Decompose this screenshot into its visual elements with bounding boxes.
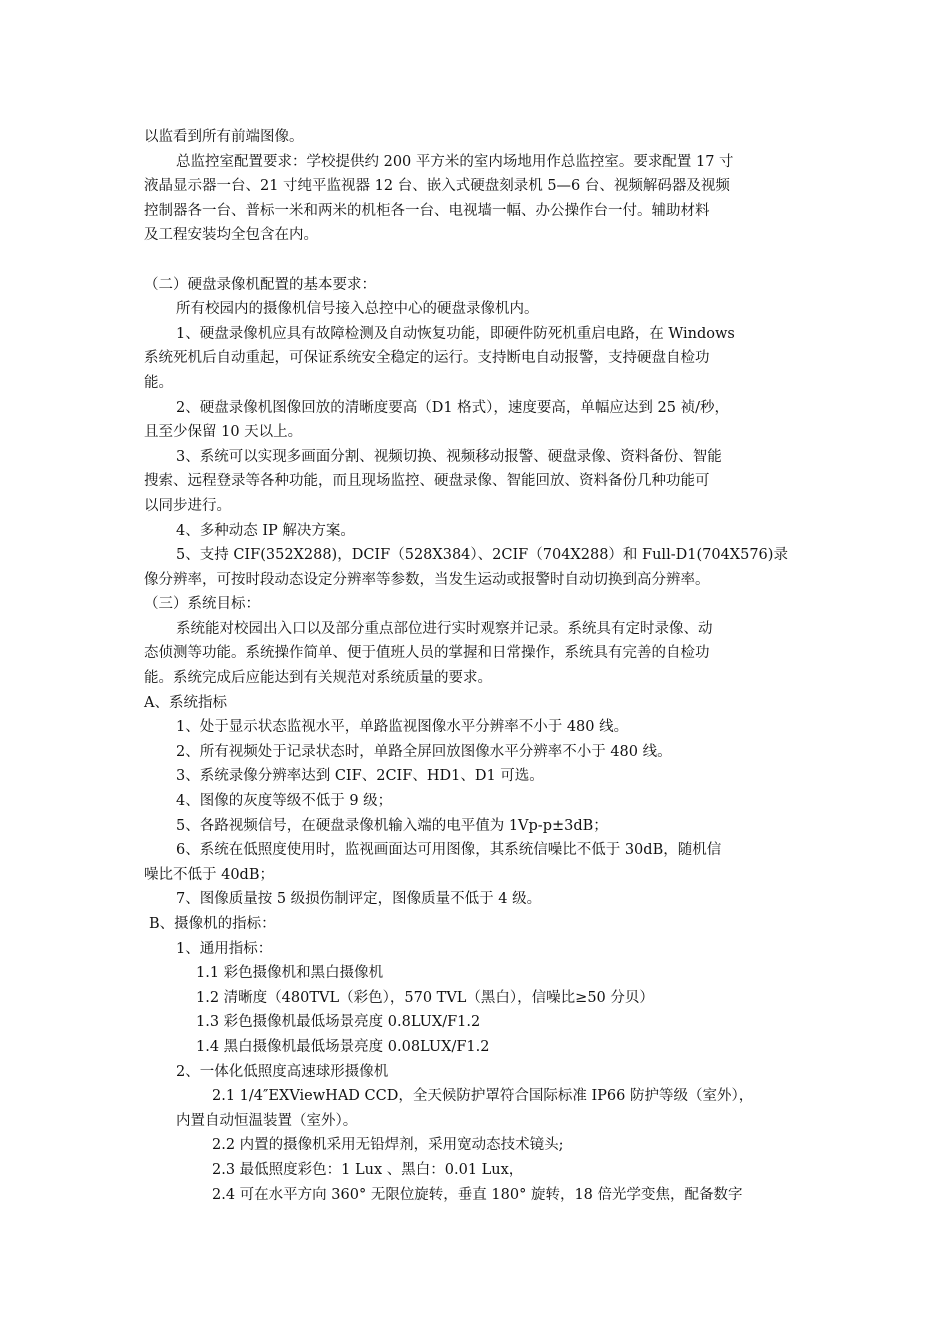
list-item: 4、多种动态 IP 解决方案。 — [176, 522, 355, 539]
subsection-heading: A、系统指标 — [144, 694, 227, 711]
list-item: 4、图像的灰度等级不低于 9 级； — [176, 793, 393, 810]
list-item: 2、所有视频处于记录状态时，单路全屏回放图像水平分辨率不小于 480 线。 — [176, 743, 672, 760]
section-heading: （三）系统目标： — [144, 596, 260, 613]
text-line: 总监控室配置要求：学校提供约 200 平方米的室内场地用作总监控室。要求配置 17 寸 — [176, 153, 734, 170]
list-item: 2、一体化低照度高速球形摄像机 — [176, 1063, 389, 1080]
text-line: 系统死机后自动重起，可保证系统安全稳定的运行。支持断电自动报警，支持硬盘自检功 — [144, 350, 710, 367]
text-line: 搜索、远程登录等各种功能，而且现场监控、硬盘录像、智能回放、资料备份几种功能可 — [144, 473, 710, 490]
sub-list-item: 1.1 彩色摄像机和黑白摄像机 — [196, 965, 384, 982]
text-line: 系统能对校园出入口以及部分重点部位进行实时观察并记录。系统具有定时录像、动 — [176, 620, 713, 637]
section-heading: （二）硬盘录像机配置的基本要求： — [144, 276, 376, 293]
blank-line — [144, 248, 812, 273]
list-item: 1、硬盘录像机应具有故障检测及自动恢复功能，即硬件防死机重启电路，在 Windows — [176, 325, 735, 342]
subsection-heading: B、摄像机的指标： — [149, 916, 276, 932]
text-line: 态侦测等功能。系统操作简单、便于值班人员的掌握和日常操作，系统具有完善的自检功 — [144, 645, 710, 662]
list-item: 3、系统可以实现多画面分割、视频切换、视频移动报警、硬盘录像、资料备份、智能 — [176, 448, 722, 465]
text-line: 内置自动恒温装置（室外）。 — [176, 1112, 358, 1129]
text-line: 能。系统完成后应能达到有关规范对系统质量的要求。 — [144, 670, 492, 687]
list-item: 1、处于显示状态监视水平，单路监视图像水平分辨率不小于 480 线。 — [176, 719, 629, 736]
text-line: 且至少保留 10 天以上。 — [144, 424, 303, 441]
sub-list-item: 1.3 彩色摄像机最低场景亮度 0.8LUX/F1.2 — [196, 1014, 481, 1031]
sub-list-item: 2.3 最低照度彩色：1 Lux 、黑白：0.01 Lux， — [212, 1161, 524, 1178]
sub-list-item: 1.4 黑白摄像机最低场景亮度 0.08LUX/F1.2 — [196, 1038, 490, 1055]
text-line: 及工程安装均全包含在内。 — [144, 227, 318, 244]
text-line: 以监看到所有前端图像。 — [144, 129, 304, 145]
list-item: 5、支持 CIF(352X288)，DCIF（528X384）、2CIF（704X288）和 Full-D1(704X576)录 — [176, 547, 788, 564]
list-item: 7、图像质量按 5 级损伤制评定，图像质量不低于 4 级。 — [176, 891, 542, 908]
sub-list-item: 2.2 内置的摄像机采用无铅焊剂，采用宽动态技术镜头; — [212, 1137, 564, 1154]
sub-list-item: 1.2 清晰度（480TVL（彩色），570 TVL（黑白），信噪比≥50 分贝） — [196, 989, 654, 1006]
list-item: 2、硬盘录像机图像回放的清晰度要高（D1 格式），速度要高，单幅应达到 25 祯/秒， — [176, 399, 729, 416]
list-item: 6、系统在低照度使用时，监视画面达可用图像，其系统信噪比不低于 30dB，随机信 — [176, 842, 722, 859]
sub-list-item: 2.1 1/4″EXViewHAD CCD，全天候防护罩符合国际标准 IP66 防护等级（室外）， — [212, 1088, 754, 1105]
list-item: 5、各路视频信号，在硬盘录像机输入端的电平值为 1Vp-p±3dB； — [176, 817, 608, 834]
document-body — [144, 125, 812, 1207]
text-line: 噪比不低于 40dB； — [144, 866, 274, 883]
list-item: 1、通用指标： — [176, 940, 273, 957]
text-line: 能。 — [144, 374, 173, 391]
sub-list-item: 2.4 可在水平方向 360° 无限位旋转，垂直 180° 旋转，18 倍光学变焦，配备数字 — [212, 1186, 743, 1203]
text-line: 以同步进行。 — [144, 497, 231, 514]
text-line: 液晶显示器一台、21 寸纯平监视器 12 台、嵌入式硬盘刻录机 5—6 台、视频解码器及视频 — [144, 178, 730, 195]
text-line: 所有校园内的摄像机信号接入总控中心的硬盘录像机内。 — [176, 301, 539, 318]
text-line: 像分辨率，可按时段动态设定分辨率等参数，当发生运动或报警时自动切换到高分辨率。 — [144, 571, 710, 588]
text-line: 控制器各一台、普标一米和两米的机柜各一台、电视墙一幅、办公操作台一付。辅助材料 — [144, 202, 710, 219]
list-item: 3、系统录像分辨率达到 CIF、2CIF、HD1、D1 可选。 — [176, 768, 544, 785]
